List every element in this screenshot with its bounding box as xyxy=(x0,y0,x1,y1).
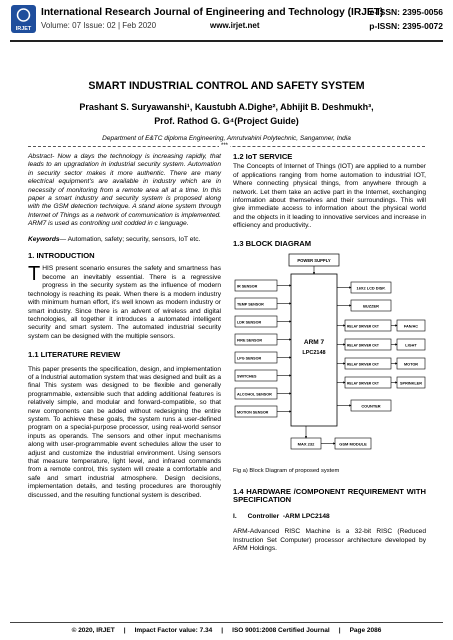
mcu-label-1: ARM 7 xyxy=(303,339,325,347)
intro-heading: 1. INTRODUCTION xyxy=(28,251,95,261)
keywords-label: Keywords xyxy=(28,235,60,243)
right-column xyxy=(233,153,426,553)
footer-impact: Impact Factor value: 7.34 xyxy=(134,627,213,634)
journal-header xyxy=(10,4,443,38)
keywords-text: — Automation, safety; security, sensors, IoT etc. xyxy=(59,235,201,243)
counter-label: COUNTER xyxy=(361,403,381,409)
authors-line-1: Prashant S. Suryawanshi¹, Kaustubh A.Dighe², Abhijit B. Deshmukh³, xyxy=(79,102,374,112)
controller-subheading: I. Controller -ARM LPC2148 xyxy=(233,512,330,520)
footer-copyright: © 2020, IRJET xyxy=(71,627,115,634)
max232-label: MAX 232 xyxy=(297,441,315,447)
abstract: Abstract- Now a days the technology is increasing rapidly, that leads to an upgradation in industrial security system. Automation in security sector makes it more authentic. There are many electrical equipment's are available in industry which are in necessity of monitoring from a remote area all at a time. In this paper a smart industry and security system is proposed along with the GSM detection technique. A stand alone system through Internet of Things as a network of communication is implemented. ARM7 is used as controlling unit codded in c language. xyxy=(28,153,221,228)
gsm-label: GSM MODULE xyxy=(339,441,367,447)
pissn: p-ISSN: 2395-0072 xyxy=(369,21,443,31)
relay-light-label: RELAY DRIVER CKT xyxy=(347,343,379,348)
irjet-logo xyxy=(10,4,37,34)
relay-motor-label: RELAY DRIVER CKT xyxy=(347,362,379,367)
buzzer-label: BUZZER xyxy=(363,303,379,309)
power-supply-label: POWER SUPPLY xyxy=(297,258,331,264)
footer-divider xyxy=(10,622,443,623)
relay-sprinkler-label: RELAY DRIVER CKT xyxy=(347,381,379,386)
load-fan-ac-label: FAN/AC xyxy=(403,324,419,329)
literature-text: This paper presents the specification, design, and implementation of a Industrial automation system that was designed and built as a final This system was designed to be flexible and generally programmable, extensible such that adding additional features is relatively simple, and modular and forward-compatible, so that new components can be added without redesigning the entire system. To achieve these goals, the system runs a user-defined program on a special-purpose processor, using real-world sensor inputs as operands. The sensors and other input mechanisms along with user-programmable event schedules allow the user to adjust and customize the industrial environment. Using sensors that measure temperature, light level, and infrared commands from a remote control, this system will create a comfortable and safe and smart industrial atmosphere. Design decisions, implementation details, and testing procedures are thoroughly discussed, and the resulting functional system is described. xyxy=(28,365,221,499)
mcu-label-2: LPC2148 xyxy=(302,350,326,357)
input-motion-sensor-label: MOTION SENSOR xyxy=(237,410,269,415)
intro-text: HIS present scenario ensures the safety and smartness has become an inevitably essential. There is a regressive progress in the security system as the influence of modern technology is reaching its peak. When there is a modern industry with minimum human effort, it's well known as modern industry or smart industry. Since there is an advent of wireless and digital technologies, all together it introduces a automated intelligent security and smart system. The automated industrial security system can be designed with the multiple sensors. xyxy=(28,265,221,340)
literature-heading: 1.1 LITERATURE REVIEW xyxy=(28,350,121,360)
input-fire-sensor-label: FIRE SENSOR xyxy=(237,338,262,343)
load-sprinkler-label: SPRINKLER xyxy=(400,381,422,386)
input-temp-sensor-label: TEMP SENSOR xyxy=(237,302,264,307)
intro-paragraph xyxy=(28,265,221,341)
block-diagram-heading: 1.3 BLOCK DIAGRAM xyxy=(233,238,312,248)
header-divider xyxy=(10,40,443,42)
authors-line-2: Prof. Rathod G. G⁴(Project Guide) xyxy=(154,116,299,126)
department: Department of E&TC diploma Engineering, Amrutvahini Polytechnic, Sangamner, India xyxy=(102,135,351,142)
controller-text: ARM-Advanced RISC Machine is a 32-bit RISC (Reduced Instruction Set Computer) processor architecture developed by ARM Holdings. xyxy=(233,528,426,552)
input-ldr-sensor-label: LDR SENSOR xyxy=(237,320,262,325)
block-diagram xyxy=(233,252,426,462)
component-heading: 1.4 HARDWARE /COMPONENT REQUIREMENT WITH SPECIFICATION xyxy=(233,486,426,505)
logo-text: IRJET xyxy=(15,26,32,32)
footer-iso: ISO 9001:2008 Certified Journal xyxy=(232,627,330,634)
lcd-label: 16X2 LCD DISP. xyxy=(356,285,386,291)
iot-heading: 1.2 IoT SERVICE xyxy=(233,152,293,161)
load-light-label: LIGHT xyxy=(405,343,417,348)
dropcap: T xyxy=(28,263,41,286)
load-motor-label: MOTOR xyxy=(403,362,419,367)
journal-name: International Research Journal of Engineering and Technology (IRJET) xyxy=(41,7,384,18)
input-switches-label: SWITCHES xyxy=(237,374,257,379)
relay-fan-ac-label: RELAY DRIVER CKT xyxy=(347,324,379,329)
paper-title: SMART INDUSTRIAL CONTROL AND SAFETY SYSTEM xyxy=(88,80,365,92)
iot-text: The Concepts of Internet of Things (IOT) are applied to a number of applications ranging from home automation to industrial IOT, Where connecting physical things, from anywhere through a network. Let them take an active part in the Internet, exchanging information about themselves and their surroundings. This will give immediate access to information about the physical world and the objects in it leading to innovative services and increase in efficiency and productivity.. xyxy=(233,163,426,230)
figure-caption: Fig a) Block Diagram of proposed system xyxy=(233,468,340,475)
input-alcohol-sensor-label: ALCOHOL SENSOR xyxy=(237,392,272,397)
page-footer: © 2020, IRJET | Impact Factor value: 7.34 | ISO 9001:2008 Certified Journal | Page 2086 xyxy=(71,627,382,634)
volume-issue: Volume: 07 Issue: 02 | Feb 2020 xyxy=(41,21,157,30)
left-column xyxy=(28,153,221,500)
eissn: e-ISSN: 2395-0056 xyxy=(369,7,443,17)
journal-website[interactable]: www.irjet.net xyxy=(210,21,260,30)
separator-mark: *** xyxy=(221,143,229,149)
input-ir-sensor-label: IR SENSOR xyxy=(237,284,258,289)
footer-page: Page 2086 xyxy=(349,627,382,634)
input-lpg-sensor-label: LPG SENSOR xyxy=(237,356,262,361)
keywords xyxy=(28,236,221,244)
